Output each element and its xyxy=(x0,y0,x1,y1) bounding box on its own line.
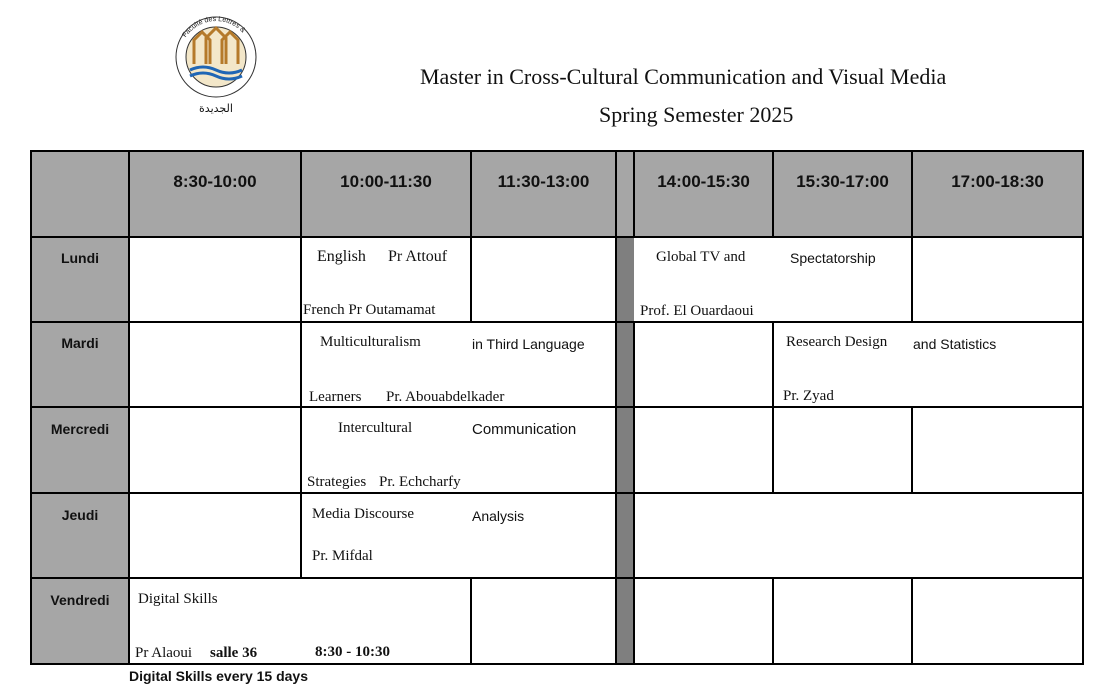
slot-header: 10:00-11:30 xyxy=(340,172,432,191)
course-digital-skills: Digital Skills xyxy=(138,591,218,607)
slot-header: 15:30-17:00 xyxy=(796,172,889,191)
course-english-prof: Pr Attouf xyxy=(388,248,448,265)
course-intercultural-2: Communication xyxy=(472,421,577,438)
course-french: French Pr Outamamat xyxy=(303,302,436,318)
slot-header: 11:30-13:00 xyxy=(497,172,590,191)
course-digital-prof: Pr Alaoui xyxy=(135,645,193,661)
footnote: Digital Skills every 15 days xyxy=(129,668,308,684)
course-media-discourse: Media Discourse xyxy=(312,506,415,522)
course-intercultural-prof: Pr. Echcharfy xyxy=(379,474,461,490)
course-intercultural: Intercultural xyxy=(338,420,413,436)
course-english: English xyxy=(317,248,366,265)
course-multiculturalism-3: Learners xyxy=(309,389,362,405)
day-label-vendredi: Vendredi xyxy=(50,592,110,608)
course-intercultural-3: Strategies xyxy=(307,474,367,490)
day-label-lundi: Lundi xyxy=(60,250,100,266)
course-digital-time: 8:30 - 10:30 xyxy=(315,644,390,660)
course-global-tv: Global TV and xyxy=(656,249,746,265)
logo-arc-text: Faculté des Lettres & xyxy=(181,15,247,39)
course-media-discourse-2: Analysis xyxy=(472,508,525,524)
day-label-mercredi: Mercredi xyxy=(50,421,110,437)
course-research-design: Research Design xyxy=(786,334,888,350)
course-multiculturalism: Multiculturalism xyxy=(320,334,421,350)
course-digital-room: salle 36 xyxy=(210,645,258,661)
course-media-prof: Pr. Mifdal xyxy=(312,548,373,564)
course-spectatorship: Spectatorship xyxy=(790,250,876,266)
course-research-prof: Pr. Zyad xyxy=(783,388,834,404)
program-title: Master in Cross-Cultural Communication and Visual Media xyxy=(420,64,947,89)
slot-header: 14:00-15:30 xyxy=(657,172,750,191)
logo-arabic-text: الجديدة xyxy=(199,102,233,115)
semester-title: Spring Semester 2025 xyxy=(599,102,794,127)
course-multiculturalism-2: in Third Language xyxy=(472,336,585,352)
course-global-tv-prof: Prof. El Ouardaoui xyxy=(640,303,754,319)
slot-header: 17:00-18:30 xyxy=(951,172,1044,191)
course-multiculturalism-prof: Pr. Abouabdelkader xyxy=(386,389,505,405)
day-label-jeudi: Jeudi xyxy=(61,507,99,523)
course-research-design-2: and Statistics xyxy=(913,336,997,352)
slot-header: 8:30-10:00 xyxy=(173,172,257,191)
day-label-mardi: Mardi xyxy=(61,335,99,351)
